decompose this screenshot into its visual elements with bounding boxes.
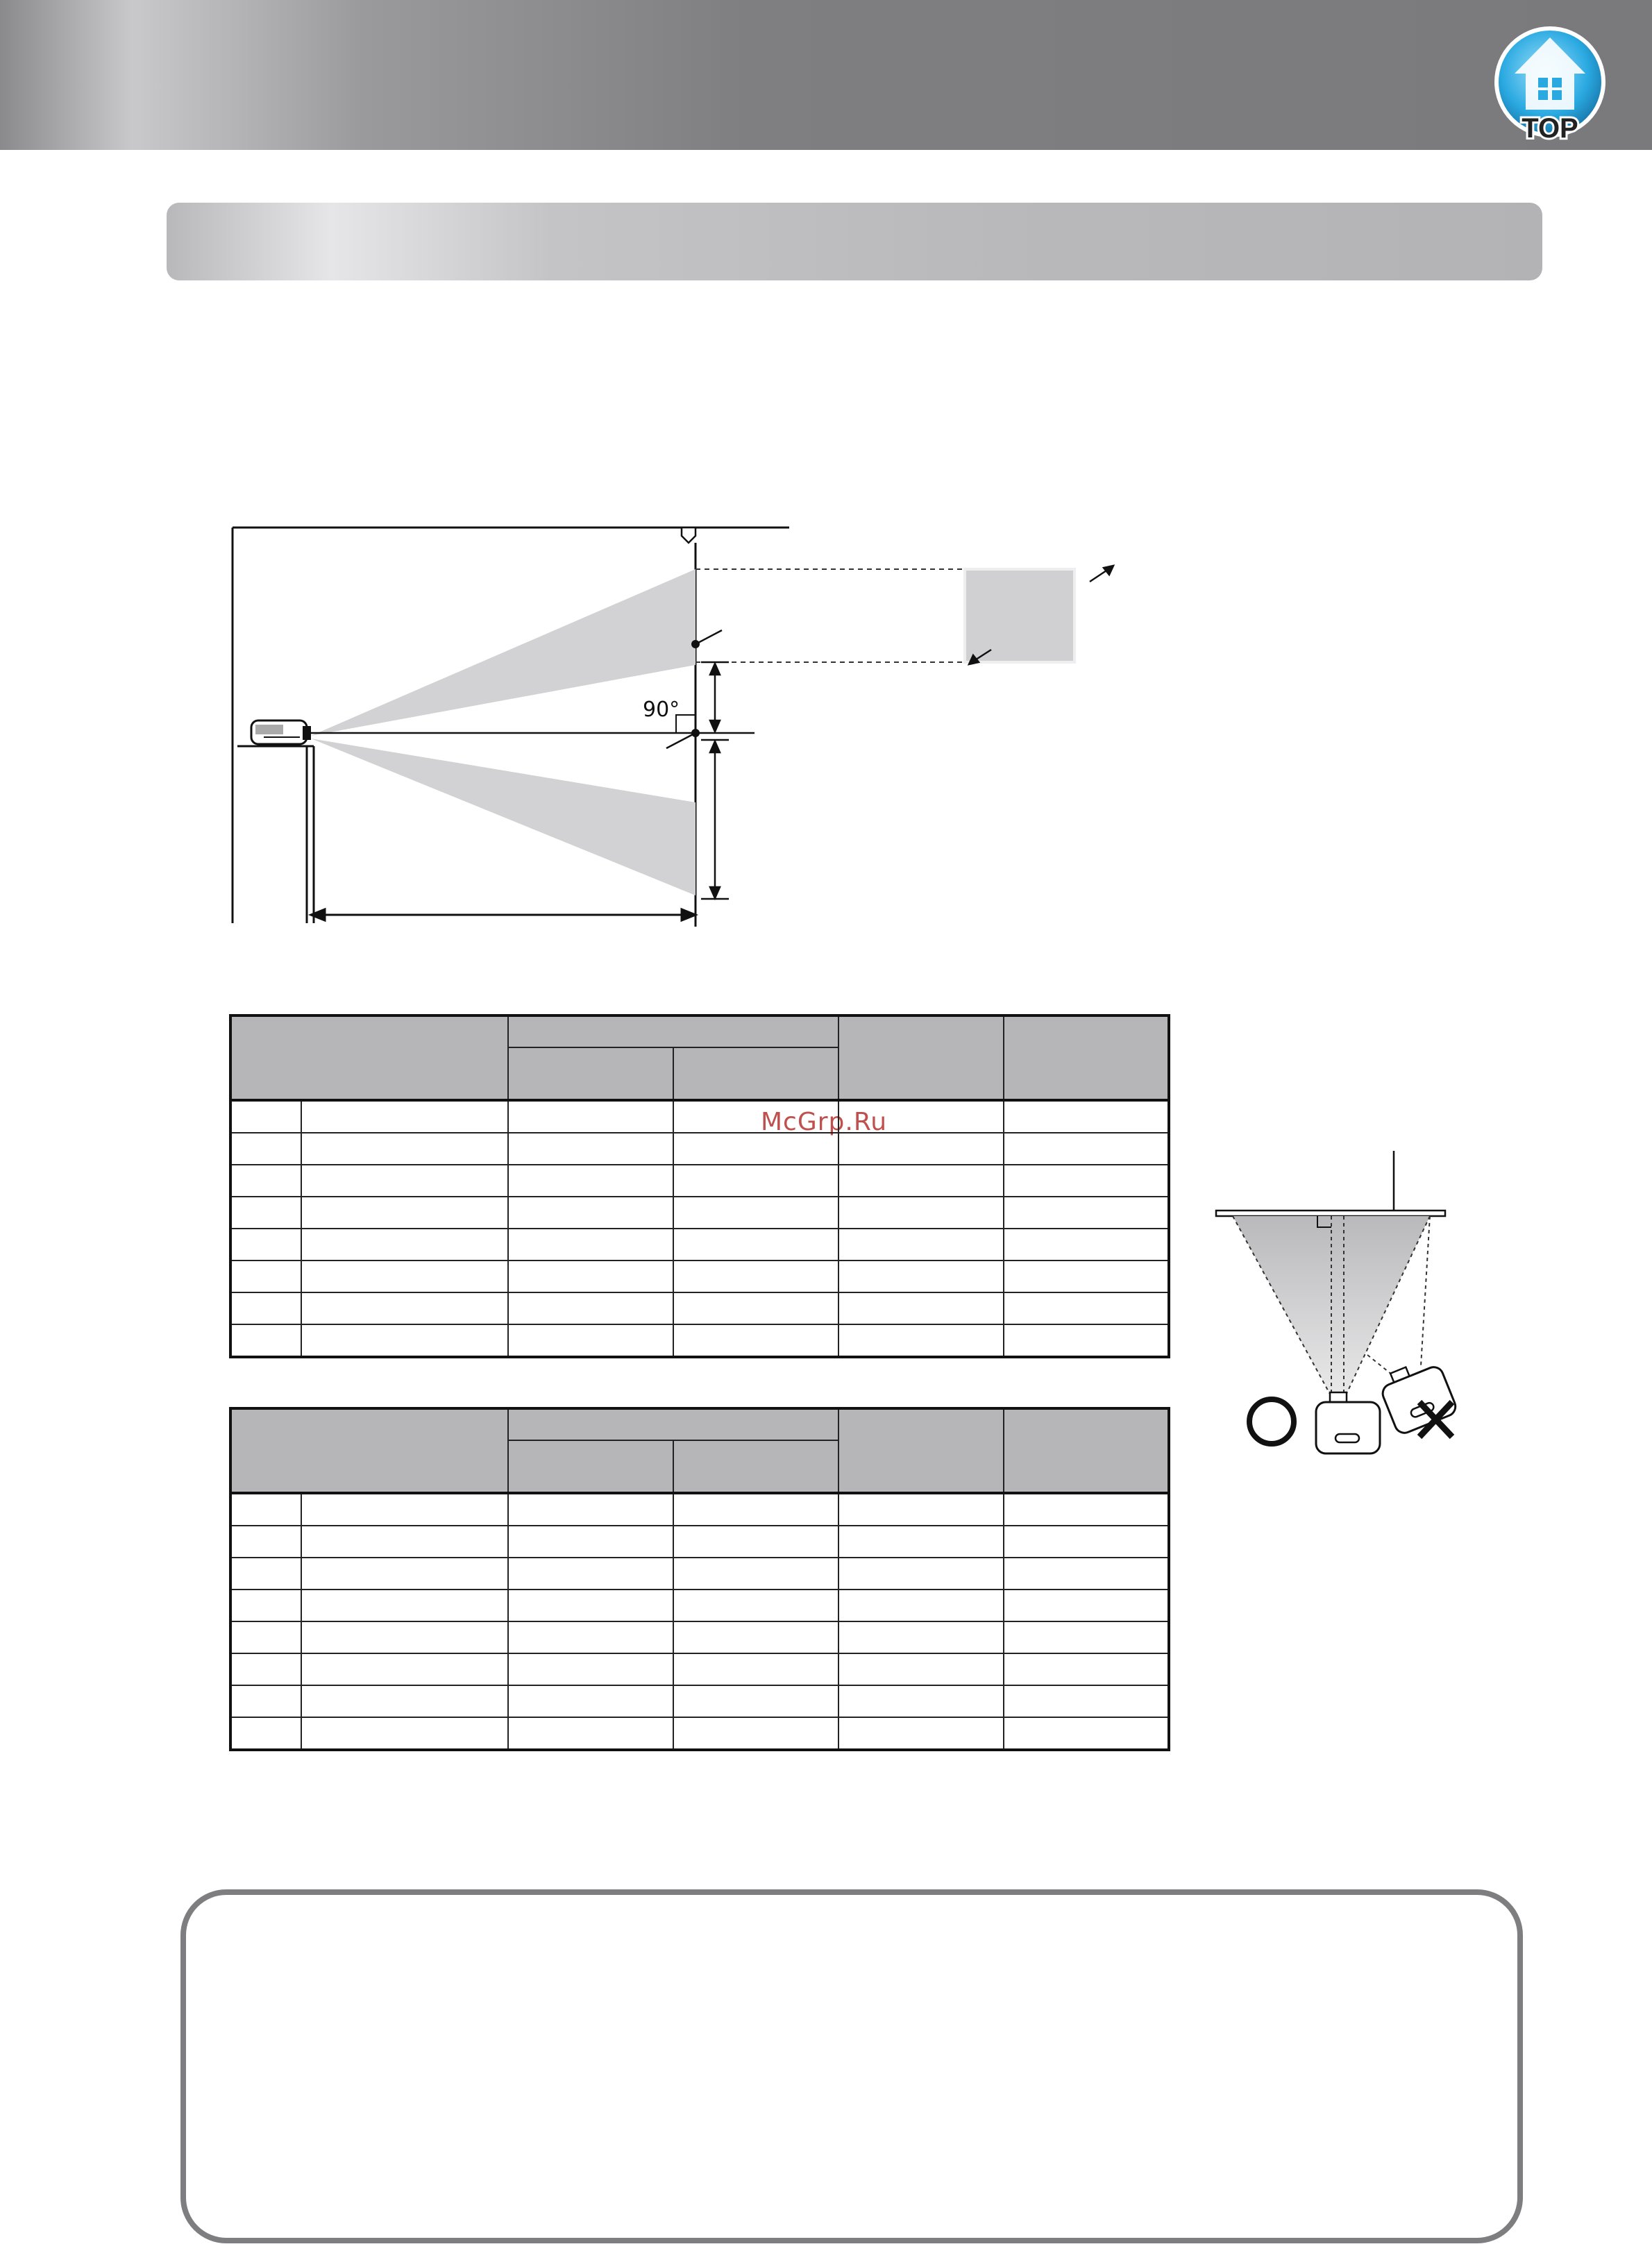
table-cell [301, 1324, 508, 1357]
table-cell [301, 1100, 508, 1133]
table-cell [508, 1229, 673, 1261]
header-offset-a [838, 1015, 1004, 1100]
table-row [230, 1590, 1169, 1621]
table-cell [673, 1590, 838, 1621]
table-cell [838, 1685, 1004, 1717]
table-cell [230, 1558, 301, 1590]
projection-table-1 [229, 1014, 1170, 1358]
table-cell [301, 1165, 508, 1197]
section-title-bar [167, 203, 1542, 280]
table-cell [673, 1526, 838, 1558]
table-cell [838, 1493, 1004, 1526]
table-cell [230, 1653, 301, 1685]
table-cell [838, 1621, 1004, 1653]
table-row [230, 1165, 1169, 1197]
diagonal-pointer-upper [1090, 566, 1113, 582]
note-box [180, 1889, 1523, 2243]
table-row [230, 1324, 1169, 1357]
table-cell [301, 1590, 508, 1621]
header-distance-min [508, 1047, 673, 1100]
table-cell [838, 1590, 1004, 1621]
table-cell [301, 1621, 508, 1653]
table-row [230, 1558, 1169, 1590]
projector-correct-icon [1316, 1392, 1380, 1453]
table-cell [673, 1493, 838, 1526]
lower-beam [311, 739, 696, 895]
table-cell [230, 1165, 301, 1197]
table-cell [230, 1717, 301, 1750]
table-cell [230, 1197, 301, 1229]
table-cell [301, 1685, 508, 1717]
table-cell [230, 1292, 301, 1324]
placement-diagram [1208, 1145, 1458, 1472]
table-cell [1004, 1653, 1169, 1685]
table-row [230, 1526, 1169, 1558]
table-cell [838, 1229, 1004, 1261]
table-cell [673, 1133, 838, 1165]
screen-mount-icon [682, 528, 696, 543]
table-cell [838, 1717, 1004, 1750]
table-cell [673, 1621, 838, 1653]
table-cell [673, 1100, 838, 1133]
table-cell [230, 1621, 301, 1653]
header-screen-size [230, 1015, 508, 1100]
table-cell [508, 1133, 673, 1165]
top-button-label: TOP [1522, 113, 1578, 144]
table-cell [673, 1292, 838, 1324]
table-cell [301, 1653, 508, 1685]
projector-incorrect-icon [1376, 1355, 1458, 1435]
table-cell [230, 1100, 301, 1133]
table-row [230, 1653, 1169, 1685]
table-cell [1004, 1324, 1169, 1357]
table-cell [508, 1493, 673, 1526]
table-cell [508, 1558, 673, 1590]
projection-distance-dimension [311, 909, 696, 920]
table-cell [301, 1558, 508, 1590]
table-cell [1004, 1621, 1169, 1653]
table-row [230, 1493, 1169, 1526]
projection-distance-diagram [222, 514, 1124, 930]
table-cell [673, 1653, 838, 1685]
room-walls [233, 528, 789, 923]
table-cell [508, 1292, 673, 1324]
table-cell [301, 1261, 508, 1292]
table-cell [301, 1197, 508, 1229]
table-cell [1004, 1685, 1169, 1717]
table-cell [838, 1292, 1004, 1324]
header-distance-max [673, 1440, 838, 1493]
table-row [230, 1197, 1169, 1229]
table-cell [1004, 1717, 1169, 1750]
angle-label: 90° [643, 698, 680, 722]
projected-screen-image [965, 569, 1074, 662]
screen-top-view [1216, 1211, 1445, 1216]
table-cell [838, 1526, 1004, 1558]
table-cell [508, 1100, 673, 1133]
table-cell [1004, 1493, 1169, 1526]
table-cell [1004, 1133, 1169, 1165]
header-projection-distance [508, 1408, 838, 1440]
table-cell [301, 1717, 508, 1750]
height-dimension-upper [701, 662, 729, 732]
table-cell [508, 1685, 673, 1717]
table-cell [838, 1197, 1004, 1229]
header-band [0, 0, 1652, 150]
table-cell [508, 1621, 673, 1653]
table-cell [230, 1526, 301, 1558]
table-cell [1004, 1197, 1169, 1229]
table-cell [838, 1165, 1004, 1197]
table-cell [508, 1165, 673, 1197]
table-cell [230, 1493, 301, 1526]
table-cell [1004, 1261, 1169, 1292]
table-cell [838, 1261, 1004, 1292]
table-cell [673, 1717, 838, 1750]
table-cell [230, 1229, 301, 1261]
table-row [230, 1261, 1169, 1292]
table-cell [673, 1165, 838, 1197]
header-offset-b [1004, 1015, 1169, 1100]
table-cell [838, 1100, 1004, 1133]
table-cell [1004, 1165, 1169, 1197]
watermark: McGrp.Ru [761, 1108, 888, 1136]
table-cell [230, 1261, 301, 1292]
table-cell [301, 1229, 508, 1261]
table-cell [673, 1197, 838, 1229]
upper-beam [311, 569, 696, 736]
table-cell [508, 1717, 673, 1750]
table-cell [673, 1261, 838, 1292]
header-distance-max [673, 1047, 838, 1100]
table-cell [230, 1685, 301, 1717]
table-cell [673, 1558, 838, 1590]
table-row [230, 1100, 1169, 1133]
table-cell [838, 1653, 1004, 1685]
table-cell [508, 1526, 673, 1558]
table-cell [673, 1685, 838, 1717]
correct-mark-icon [1249, 1399, 1294, 1444]
table-cell [508, 1197, 673, 1229]
projector-table [237, 746, 314, 923]
table-cell [230, 1590, 301, 1621]
height-dimension-lower [701, 740, 729, 899]
table-row [230, 1685, 1169, 1717]
table-cell [301, 1133, 508, 1165]
table-cell [301, 1493, 508, 1526]
table-row [230, 1133, 1169, 1165]
table-cell [230, 1324, 301, 1357]
table-cell [1004, 1526, 1169, 1558]
header-offset-b [1004, 1408, 1169, 1493]
table-cell [230, 1133, 301, 1165]
table-cell [838, 1133, 1004, 1165]
top-button[interactable] [1492, 25, 1608, 144]
table-cell [1004, 1100, 1169, 1133]
projector-icon [251, 720, 311, 744]
table-row [230, 1292, 1169, 1324]
table-cell [1004, 1292, 1169, 1324]
table-cell [301, 1292, 508, 1324]
table-cell [508, 1324, 673, 1357]
header-projection-distance [508, 1015, 838, 1047]
table-cell [1004, 1558, 1169, 1590]
table-cell [508, 1590, 673, 1621]
table-cell [1004, 1590, 1169, 1621]
header-offset-a [838, 1408, 1004, 1493]
table-cell [673, 1229, 838, 1261]
table-cell [508, 1653, 673, 1685]
table-cell [673, 1324, 838, 1357]
header-screen-size [230, 1408, 508, 1493]
table-cell [838, 1324, 1004, 1357]
table-row [230, 1229, 1169, 1261]
table-row [230, 1717, 1169, 1750]
projection-table-2 [229, 1407, 1170, 1751]
header-distance-min [508, 1440, 673, 1493]
table-cell [508, 1261, 673, 1292]
table-row [230, 1621, 1169, 1653]
table-cell [838, 1558, 1004, 1590]
table-cell [301, 1526, 508, 1558]
table-cell [1004, 1229, 1169, 1261]
